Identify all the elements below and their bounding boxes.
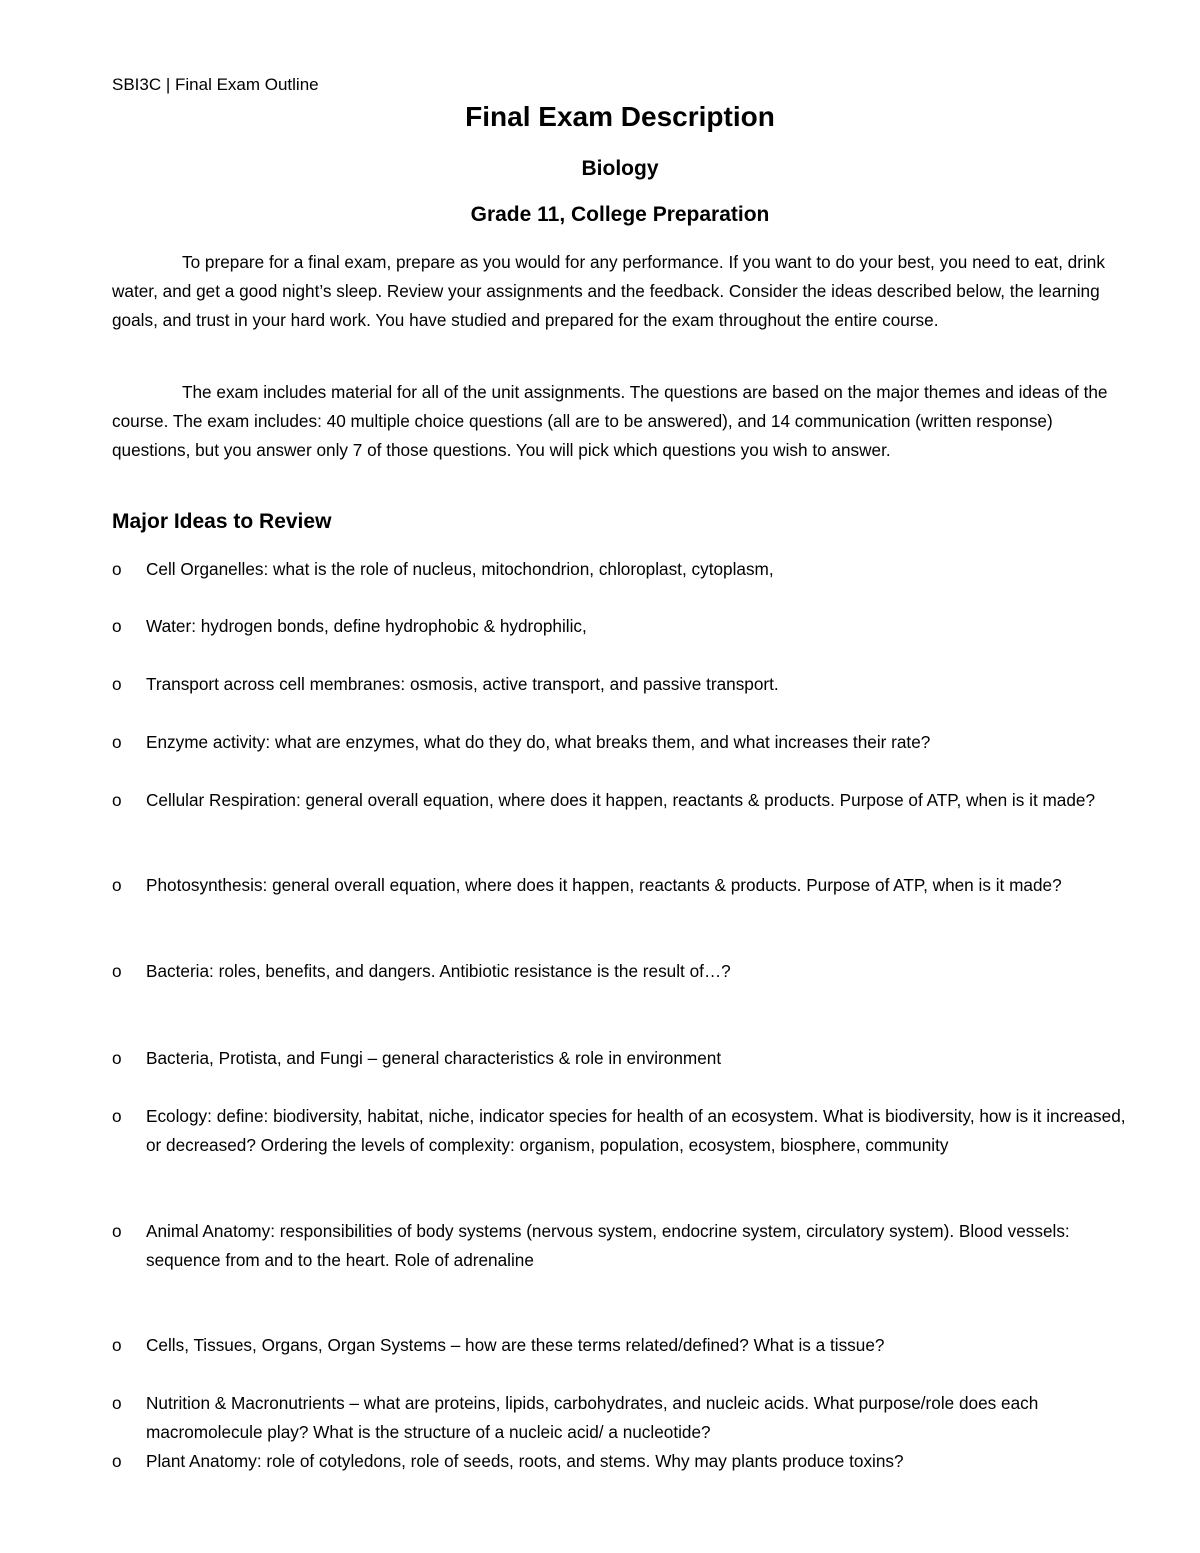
intro-paragraph: To prepare for a final exam, prepare as you would for any performance. If you want to do your best, you need to eat, drink water, and get a good night’s sleep. Review your assignments and the feedback. Consider the ideas described below, the learning goals, and trust in your hard work. You have studied and prepared for the exam throughout the entire course. [112, 252, 1105, 330]
review-item-text: Enzyme activity: what are enzymes, what do they do, what breaks them, and what increases their rate? [146, 732, 931, 752]
review-item-text: Water: hydrogen bonds, define hydrophobic & hydrophilic, [146, 616, 587, 636]
review-item-text: Plant Anatomy: role of cotyledons, role of seeds, roots, and stems. Why may plants produce toxins? [146, 1451, 904, 1471]
bullet-icon: o [112, 1335, 122, 1355]
bullet-icon: o [112, 559, 122, 579]
review-item-text: Cells, Tissues, Organs, Organ Systems – how are these terms related/defined? What is a tissue? [146, 1335, 885, 1355]
review-item-text: Cellular Respiration: general overall equation, where does it happen, reactants & products. Purpose of ATP, when is it made? [146, 790, 1096, 810]
grade-title: Grade 11, College Preparation [470, 203, 770, 226]
document-title: Final Exam Description [465, 101, 775, 132]
bullet-icon: o [112, 961, 122, 981]
section-heading: Major Ideas to Review [112, 510, 332, 533]
bullet-icon: o [112, 674, 122, 694]
review-item-text: Bacteria: roles, benefits, and dangers. Antibiotic resistance is the result of…? [146, 961, 731, 981]
bullet-icon: o [112, 1106, 122, 1126]
bullet-icon: o [112, 1393, 122, 1413]
bullet-icon: o [112, 616, 122, 636]
review-item-text: Nutrition & Macronutrients – what are proteins, lipids, carbohydrates, and nucleic acids. What purpose/role does each macromolecule play? What is the structure of a nucleic acid/ a nucleotide? [146, 1393, 1039, 1442]
bullet-icon: o [112, 732, 122, 752]
review-item-text: Animal Anatomy: responsibilities of body systems (nervous system, endocrine system, circulatory system). Blood vessels: sequence from and to the heart. Role of adrenaline [146, 1221, 1070, 1270]
subject-title: Biology [581, 157, 659, 180]
bullet-icon: o [112, 1451, 122, 1471]
review-item-text: Bacteria, Protista, and Fungi – general characteristics & role in environment [146, 1048, 722, 1068]
running-header: SBI3C | Final Exam Outline [112, 75, 319, 94]
review-item-text: Cell Organelles: what is the role of nucleus, mitochondrion, chloroplast, cytoplasm, [146, 559, 774, 579]
bullet-icon: o [112, 790, 122, 810]
bullet-icon: o [112, 875, 122, 895]
bullet-icon: o [112, 1221, 122, 1241]
exam-format-paragraph: The exam includes material for all of the unit assignments. The questions are based on the major themes and ideas of the course. The exam includes: 40 multiple choice questions (all are to be answered), and 14 communication (written response) questions, but you answer only 7 of those questions. You will pick which questions you wish to answer. [112, 382, 1108, 460]
review-item-text: Photosynthesis: general overall equation, where does it happen, reactants & products. Purpose of ATP, when is it made? [146, 875, 1062, 895]
review-item-text: Ecology: define: biodiversity, habitat, niche, indicator species for health of an ecosystem. What is biodiversity, how is it increased, or decreased? Ordering the levels of complexity: organism, population, ecosystem, biosphere, community [146, 1106, 1126, 1155]
bullet-icon: o [112, 1048, 122, 1068]
review-item-text: Transport across cell membranes: osmosis, active transport, and passive transport. [146, 674, 779, 694]
